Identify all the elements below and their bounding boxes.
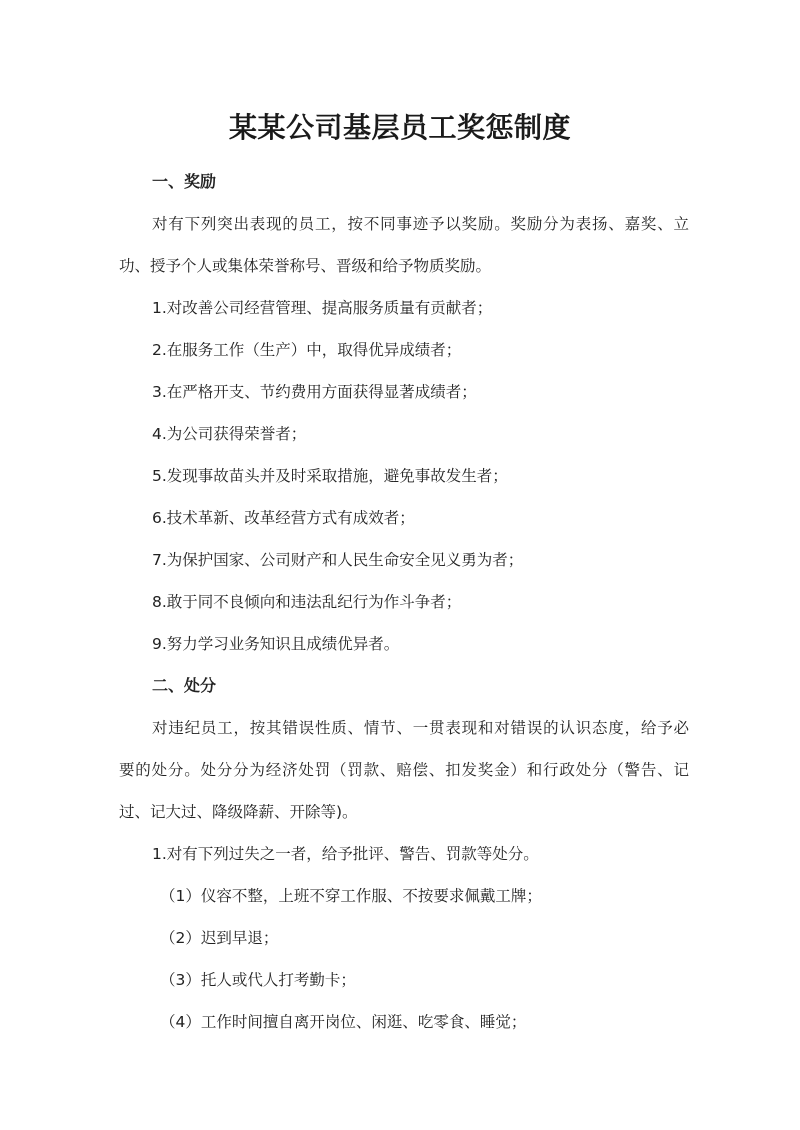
reward-intro-line-2: 功、授予个人或集体荣誉称号、晋级和给予物质奖励。 <box>119 257 492 275</box>
punishment-intro-line-3: 过、记大过、降级降薪、开除等)。 <box>119 803 358 821</box>
reward-item: 8.敢于同不良倾向和违法乱纪行为作斗争者； <box>152 593 462 611</box>
document-title: 某某公司基层员工奖惩制度 <box>228 111 571 144</box>
punishment-item: 1.对有下列过失之一者，给予批评、警告、罚款等处分。 <box>152 845 539 863</box>
reward-item: 7.为保护国家、公司财产和人民生命安全见义勇为者； <box>152 551 524 569</box>
punishment-subitem: （4）工作时间擅自离开岗位、闲逛、吃零食、睡觉； <box>160 1013 527 1031</box>
reward-item: 4.为公司获得荣誉者； <box>152 425 307 443</box>
punishment-subitem: （2）迟到早退； <box>160 929 279 947</box>
punishment-intro-line-2: 要的处分。处分分为经济处罚（罚款、赔偿、扣发奖金）和行政处分（警告、记 <box>119 761 689 779</box>
punishment-heading: 二、处分 <box>152 676 217 695</box>
punishment-subitem: （3）托人或代人打考勤卡； <box>160 971 356 989</box>
reward-item: 9.努力学习业务知识且成绩优异者。 <box>152 635 400 653</box>
reward-item: 5.发现事故苗头并及时采取措施，避免事故发生者； <box>152 467 508 485</box>
reward-intro-line-1: 对有下列突出表现的员工，按不同事迹予以奖励。奖励分为表扬、嘉奖、立 <box>152 215 689 233</box>
reward-item: 2.在服务工作（生产）中，取得优异成绩者； <box>152 341 462 359</box>
reward-item: 3.在严格开支、节约费用方面获得显著成绩者； <box>152 383 477 401</box>
reward-item: 1.对改善公司经营管理、提高服务质量有贡献者； <box>152 299 493 317</box>
punishment-intro-line-1: 对违纪员工，按其错误性质、情节、一贯表现和对错误的认识态度，给予必 <box>152 719 689 737</box>
reward-heading: 一、奖励 <box>152 172 217 191</box>
reward-item: 6.技术革新、改革经营方式有成效者； <box>152 509 415 527</box>
punishment-subitem: （1）仪容不整，上班不穿工作服、不按要求佩戴工牌； <box>160 887 542 905</box>
